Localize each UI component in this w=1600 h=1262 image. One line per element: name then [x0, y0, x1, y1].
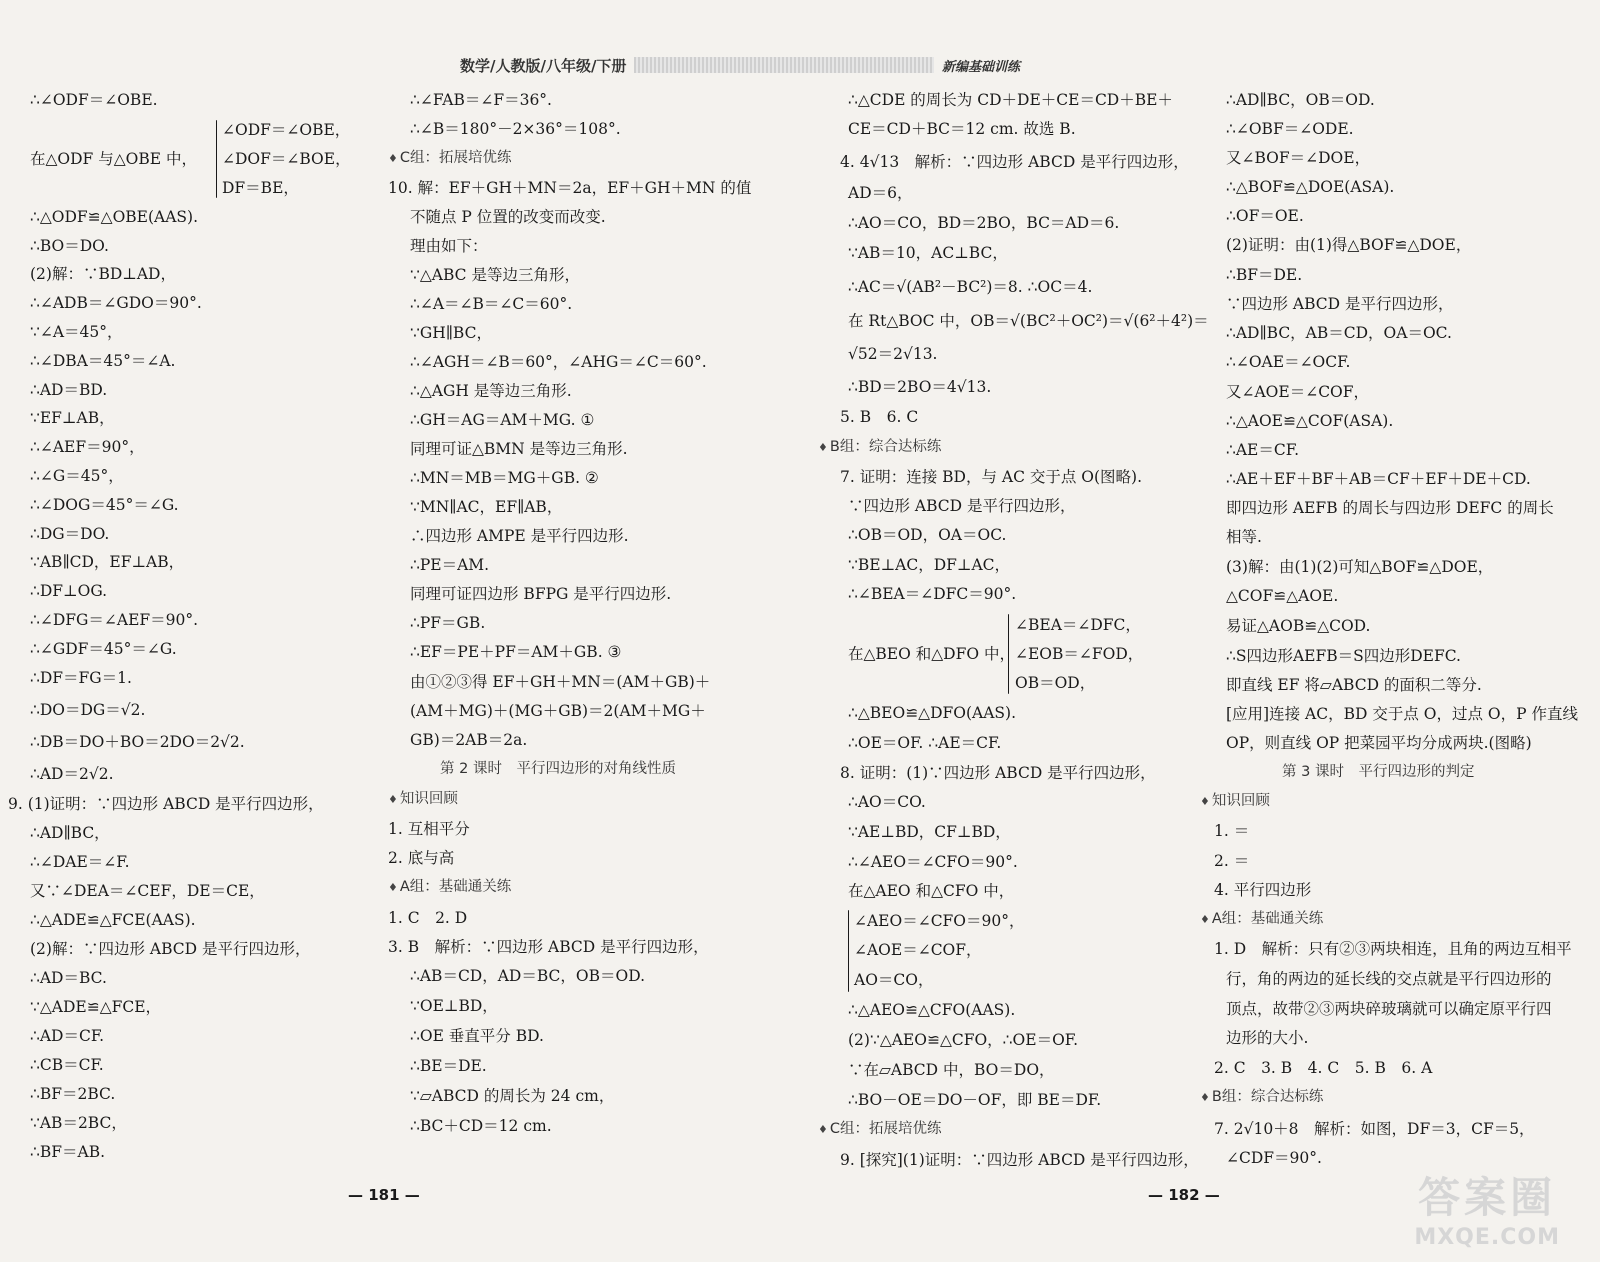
text-line: 5. B 6. C — [840, 408, 919, 426]
text-line: ∴∠OBF＝∠ODE. — [1226, 120, 1354, 138]
text-line: [应用]连接 AC，BD 交于点 O，过点 O，P 作直线 — [1226, 705, 1578, 723]
text-line: ∵GH∥BC， — [410, 324, 492, 342]
text-line: AO＝CO， — [854, 971, 934, 989]
page-number-left: — 181 — — [348, 1186, 420, 1204]
text-line: GB)＝2AB＝2a. — [410, 731, 528, 749]
text-line: ∴BO－OE＝DO－OF，即 BE＝DF. — [848, 1091, 1102, 1109]
text-line: ∵AB＝2BC， — [30, 1114, 127, 1132]
header-rule — [634, 57, 934, 73]
text-line: 由①②③得 EF＋GH＋MN＝(AM＋GB)＋ — [410, 673, 711, 691]
text-line: 1. D 解析：只有②③两块相连，且角的两边互相平 — [1214, 940, 1572, 958]
text-line: ∵▱ABCD 的周长为 24 cm， — [410, 1087, 615, 1105]
text-line: 又∠AOE＝∠COF， — [1226, 383, 1370, 401]
watermark-text: 答案圈 — [1418, 1173, 1557, 1222]
watermark-url: MXQE.COM — [1414, 1225, 1560, 1250]
text-line: ∴∠A＝∠B＝∠C＝60°. — [410, 295, 573, 313]
text-line: 9. [探究](1)证明：∵四边形 ABCD 是平行四边形， — [840, 1151, 1199, 1169]
text-line: ∴AE＝CF. — [1226, 441, 1299, 459]
text-line: ∠CDF＝90°. — [1226, 1149, 1322, 1167]
book-header — [460, 52, 1020, 78]
text-line: 9. (1)证明：∵四边形 ABCD 是平行四边形， — [8, 795, 324, 813]
text-line: ∴△ODF≌△OBE(AAS). — [30, 208, 199, 226]
text-line: 3. B 解析：∵四边形 ABCD 是平行四边形， — [388, 938, 709, 956]
text-line: 7. 证明：连接 BD，与 AC 交于点 O(图略). — [840, 468, 1143, 486]
text-line: ∴∠ODF＝∠OBE. — [30, 91, 158, 109]
text-line: ∠AEO＝∠CFO＝90°， — [854, 912, 1025, 930]
text-line: ∴BD＝2BO＝4√13. — [848, 378, 992, 396]
text-line: ∴BF＝2BC. — [30, 1085, 116, 1103]
text-line: 1. 互相平分 — [388, 820, 470, 838]
text-line: 同理可证△BMN 是等边三角形. — [410, 440, 628, 458]
text-line: ∴AD∥BC，OB＝OD. — [1226, 91, 1375, 109]
text-line: ∴BO＝DO. — [30, 237, 109, 255]
text-line: 10. 解：EF＋GH＋MN＝2a，EF＋GH＋MN 的值 — [388, 179, 752, 197]
text-line: ∵四边形 ABCD 是平行四边形， — [1226, 295, 1454, 313]
text-line: ∠ODF＝∠OBE， — [222, 121, 351, 139]
text-line: (2)解：∵BD⊥AD， — [30, 265, 176, 283]
text-line: ∴AD＝BD. — [30, 381, 108, 399]
text-line: 8. 证明：(1)∵四边形 ABCD 是平行四边形， — [840, 764, 1156, 782]
text-line: ∴BC＋CD＝12 cm. — [410, 1117, 552, 1135]
text-line: 在△ODF 与△OBE 中， — [30, 150, 197, 168]
text-line: ∵OE⊥BD， — [410, 997, 498, 1015]
text-line: ∴PF＝GB. — [410, 614, 486, 632]
text-line: 同理可证四边形 BFPG 是平行四边形. — [410, 585, 672, 603]
text-line: ∴AD∥BC， — [30, 824, 110, 842]
text-line: ∴∠G＝45°， — [30, 467, 124, 485]
text-line: ∠AOE＝∠COF， — [854, 941, 982, 959]
text-line: ∴AB＝CD，AD＝BC，OB＝OD. — [410, 967, 645, 985]
text-line: 4. 4√13 解析：∵四边形 ABCD 是平行四边形， — [840, 153, 1189, 171]
text-line: 4. 平行四边形 — [1214, 881, 1312, 899]
section-heading: ♦ A组：基础通关练 — [388, 875, 511, 899]
text-line: ∴CB＝CF. — [30, 1056, 104, 1074]
text-line: ∴∠ADB＝∠GDO＝90°. — [30, 294, 202, 312]
header-series: 新编基础训练 — [941, 59, 1020, 75]
text-line: △COF≌△AOE. — [1226, 587, 1339, 605]
text-line: 在 Rt△BOC 中，OB＝√(BC²＋OC²)＝√(6²＋4²)＝ — [848, 312, 1209, 330]
text-line: ∴S四边形AEFB＝S四边形DEFC. — [1226, 647, 1461, 665]
text-line: ∴DB＝DO＋BO＝2DO＝2√2. — [30, 733, 245, 751]
text-line: 2. C 3. B 4. C 5. B 6. A — [1214, 1059, 1433, 1077]
text-line: 又∵∠DEA＝∠CEF，DE＝CE， — [30, 882, 265, 900]
text-line: ∴△CDE 的周长为 CD＋DE＋CE＝CD＋BE＋ — [848, 91, 1173, 109]
text-line: ∴△AOE≌△COF(ASA). — [1226, 412, 1394, 430]
text-line: 在△AEO 和△CFO 中， — [848, 882, 1015, 900]
text-line: 不随点 P 位置的改变而改变. — [410, 208, 606, 226]
text-line: ∵EF⊥AB， — [30, 409, 115, 427]
text-line: ∵MN∥AC，EF∥AB， — [410, 498, 563, 516]
column-1 — [8, 88, 420, 1198]
text-line: (2)证明：由(1)得△BOF≌△DOE， — [1226, 236, 1472, 254]
text-line: OB＝OD， — [1015, 674, 1096, 692]
text-line: ∴AD∥BC，AB＝CD，OA＝OC. — [1226, 324, 1452, 342]
text-line: ∴DF＝FG＝1. — [30, 669, 132, 687]
text-line: CE＝CD＋BC＝12 cm. 故选 B. — [848, 120, 1076, 138]
text-line: ∵BE⊥AC，DF⊥AC， — [848, 556, 1011, 574]
text-line: ∴OE＝OF. ∴AE＝CF. — [848, 734, 1002, 752]
text-line: ∴∠OAE＝∠OCF. — [1226, 353, 1351, 371]
text-line: ∴OF＝OE. — [1226, 207, 1304, 225]
text-line: ∴∠DBA＝45°＝∠A. — [30, 352, 176, 370]
header-subject: 数学/人教版/八年级/下册 — [460, 56, 627, 75]
text-line: ∵△ADE≌△FCE， — [30, 998, 162, 1016]
text-line: ∴AD＝BC. — [30, 969, 107, 987]
text-line: 相等. — [1226, 528, 1262, 546]
column-4 — [1211, 88, 1600, 1198]
text-line: ∴OB＝OD，OA＝OC. — [848, 526, 1007, 544]
text-line: ∵在▱ABCD 中，BO＝DO， — [848, 1061, 1055, 1079]
section-heading: ♦ 知识回顾 — [1200, 789, 1270, 813]
text-line: ∵∠A＝45°， — [30, 323, 123, 341]
page-number-right: — 182 — — [1148, 1186, 1220, 1204]
text-line: ∵AE⊥BD，CF⊥BD， — [848, 823, 1011, 841]
text-line: ∴∠DAE＝∠F. — [30, 853, 130, 871]
text-line: 边形的大小. — [1226, 1029, 1309, 1047]
text-line: ∴△ADE≌△FCE(AAS). — [30, 911, 196, 929]
text-line: ∵四边形 ABCD 是平行四边形， — [848, 497, 1076, 515]
text-line: 理由如下： — [410, 237, 488, 255]
text-line: 1. ＝ — [1214, 822, 1250, 840]
text-line: ∠EOB＝∠FOD， — [1015, 645, 1144, 663]
text-line: 易证△AOB≌△COD. — [1226, 617, 1371, 635]
text-line: (AM＋MG)＋(MG＋GB)＝2(AM＋MG＋ — [410, 702, 706, 720]
column-3 — [829, 88, 1230, 1198]
text-line: 1. C 2. D — [388, 909, 468, 927]
text-line: 即直线 EF 将▱ABCD 的面积二等分. — [1226, 676, 1482, 694]
text-line: √52＝2√13. — [848, 345, 938, 363]
text-line: ∴∠AEF＝90°， — [30, 438, 145, 456]
text-line: ∴BF＝DE. — [1226, 266, 1303, 284]
system-brace — [216, 120, 217, 198]
text-line: ∴AE＋EF＋BF＋AB＝CF＋EF＋DE＋CD. — [1226, 470, 1531, 488]
text-line: ∴△BOF≌△DOE(ASA). — [1226, 178, 1395, 196]
section-heading: ♦ C组：拓展培优练 — [818, 1117, 942, 1141]
lesson-title: 第 3 课时 平行四边形的判定 — [1282, 764, 1475, 780]
section-heading: ♦ C组：拓展培优练 — [388, 146, 512, 170]
text-line: ∴∠DFG＝∠AEF＝90°. — [30, 611, 199, 629]
text-line: ∴BE＝DE. — [410, 1057, 487, 1075]
text-line: ∴EF＝PE＋PF＝AM＋GB. ③ — [410, 643, 622, 661]
text-line: ∴∠AEO＝∠CFO＝90°. — [848, 853, 1018, 871]
watermark-logo — [1414, 1165, 1560, 1250]
text-line: ∴∠BEA＝∠DFC＝90°. — [848, 585, 1017, 603]
column-2 — [388, 88, 800, 1198]
text-line: ∵AB＝10，AC⊥BC， — [848, 244, 1008, 262]
text-line: 2. 底与高 — [388, 849, 455, 867]
text-line: 2. ＝ — [1214, 852, 1250, 870]
text-line: ∴∠GDF＝45°＝∠G. — [30, 640, 177, 658]
lesson-title: 第 2 课时 平行四边形的对角线性质 — [440, 761, 676, 777]
text-line: ∴OE 垂直平分 BD. — [410, 1027, 544, 1045]
text-line: ∴BF＝AB. — [30, 1143, 106, 1161]
text-line: 即四边形 AEFB 的周长与四边形 DEFC 的周长 — [1226, 499, 1554, 517]
section-heading: ♦ 知识回顾 — [388, 787, 458, 811]
text-line: ∴∠B＝180°－2×36°＝108°. — [410, 120, 621, 138]
text-line: DF＝BE， — [222, 179, 299, 197]
text-line: ∴四边形 AMPE 是平行四边形. — [410, 527, 629, 545]
text-line: ∴△BEO≌△DFO(AAS). — [848, 704, 1017, 722]
text-line: ∴△AEO≌△CFO(AAS). — [848, 1001, 1016, 1019]
text-line: ∠DOF＝∠BOE， — [222, 150, 351, 168]
text-line: ∴PE＝AM. — [410, 556, 490, 574]
text-line: ∴△AGH 是等边三角形. — [410, 382, 572, 400]
text-line: 7. 2√10＋8 解析：如图，DF＝3，CF＝5， — [1214, 1120, 1535, 1138]
text-line: ∴AD＝CF. — [30, 1027, 105, 1045]
text-line: ∴DF⊥OG. — [30, 582, 108, 600]
text-line: ∴∠DOG＝45°＝∠G. — [30, 496, 179, 514]
text-line: 又∠BOF＝∠DOE， — [1226, 149, 1371, 167]
text-line: ∴AO＝CO，BD＝2BO，BC＝AD＝6. — [848, 214, 1120, 232]
text-line: ∴∠AGH＝∠B＝60°，∠AHG＝∠C＝60°. — [410, 353, 707, 371]
system-brace — [848, 910, 849, 992]
text-line: ∴AD＝2√2. — [30, 765, 114, 783]
text-line: 在△BEO 和△DFO 中， — [848, 645, 1015, 663]
text-line: ∴DO＝DG＝√2. — [30, 701, 146, 719]
text-line: AD＝6， — [848, 184, 913, 202]
text-line: ∵△ABC 是等边三角形， — [410, 266, 580, 284]
text-line: ∴AC＝√(AB²－BC²)＝8. ∴OC＝4. — [848, 278, 1093, 296]
text-line: ∴GH＝AG＝AM＋MG. ① — [410, 411, 595, 429]
section-heading: ♦ B组：综合达标练 — [818, 435, 941, 459]
text-line: (3)解：由(1)(2)可知△BOF≌△DOE， — [1226, 558, 1494, 576]
text-line: ∠BEA＝∠DFC， — [1015, 616, 1141, 634]
text-line: 顶点，故带②③两块碎玻璃就可以确定原平行四 — [1226, 1000, 1552, 1018]
text-line: ∴DG＝DO. — [30, 525, 110, 543]
text-line: ∴∠FAB＝∠F＝36°. — [410, 91, 552, 109]
text-line: OP，则直线 OP 把菜园平均分成两块.(图略) — [1226, 734, 1532, 752]
text-line: ∴MN＝MB＝MG＋GB. ② — [410, 469, 599, 487]
text-line: 行，角的两边的延长线的交点就是平行四边形的 — [1226, 970, 1552, 988]
text-line: ∵AB∥CD，EF⊥AB， — [30, 553, 185, 571]
text-line: (2)解：∵四边形 ABCD 是平行四边形， — [30, 940, 311, 958]
section-heading: ♦ B组：综合达标练 — [1200, 1085, 1323, 1109]
section-heading: ♦ A组：基础通关练 — [1200, 907, 1323, 931]
text-line: ∴AO＝CO. — [848, 793, 926, 811]
text-line: (2)∵△AEO≌△CFO，∴OE＝OF. — [848, 1031, 1079, 1049]
